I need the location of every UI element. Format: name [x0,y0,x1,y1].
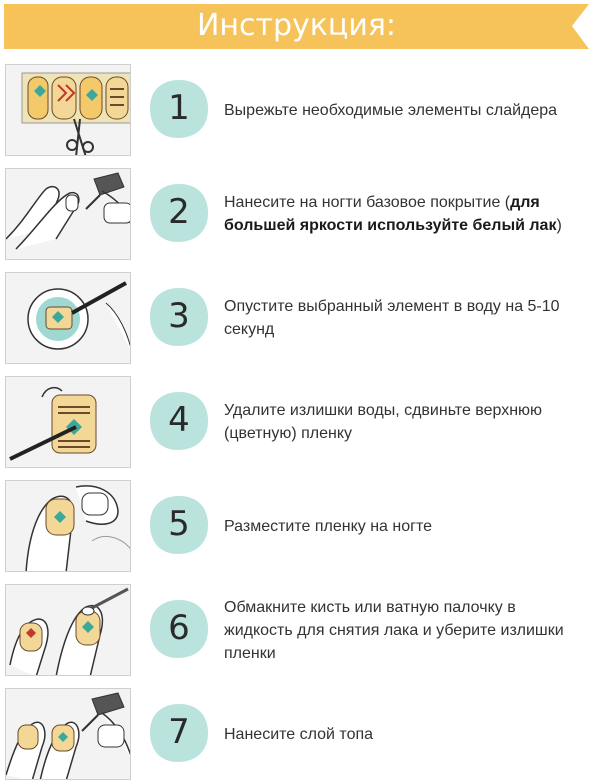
water-bowl-icon [5,272,131,364]
step-description: Обмакните кисть или ватную палочку в жидкость для снятия лака и уберите излишки пленки [224,598,564,662]
title-banner [4,4,589,49]
cotton-swab-icon [5,584,131,676]
step-number-badge [148,598,210,660]
step-number: 7 [168,712,190,752]
step-number-badge [148,286,210,348]
step-6 [0,584,597,676]
step-number-badge [148,390,210,452]
page-title: Инструкция: [196,8,396,43]
step-5 [0,480,597,572]
step-3 [0,272,597,364]
tweezers-icon [5,376,131,468]
step-number-badge [148,702,210,764]
step-1 [0,64,597,156]
step-number: 4 [168,400,190,440]
step-number: 2 [168,192,190,232]
nail-sticker-icon [5,480,131,572]
step-number-badge [148,494,210,556]
step-number: 6 [168,608,190,648]
step-description: Нанесите на ногти базовое покрытие (для большей яркости используйте белый лак) [224,194,562,234]
step-number: 1 [168,88,190,128]
step-number: 3 [168,296,190,336]
step-number: 5 [168,504,190,544]
step-description: Разместите пленку на ногте [224,517,433,535]
scissors-icon [5,64,131,156]
step-number-badge [148,182,210,244]
step-2 [0,168,597,260]
top-coat-brush-icon [5,688,131,780]
step-description: Удалите излишки воды, сдвиньте верхнюю (цветную) пленку [224,402,543,442]
step-number-badge [148,78,210,140]
nail-polish-bottle-icon [5,168,131,260]
step-description: Вырежьте необходимые элементы слайдера [224,101,558,119]
step-7 [0,688,597,780]
step-description: Опустите выбранный элемент в воду на 5-10 секунд [224,298,560,338]
step-description: Нанесите слой топа [224,725,374,743]
step-4 [0,376,597,468]
